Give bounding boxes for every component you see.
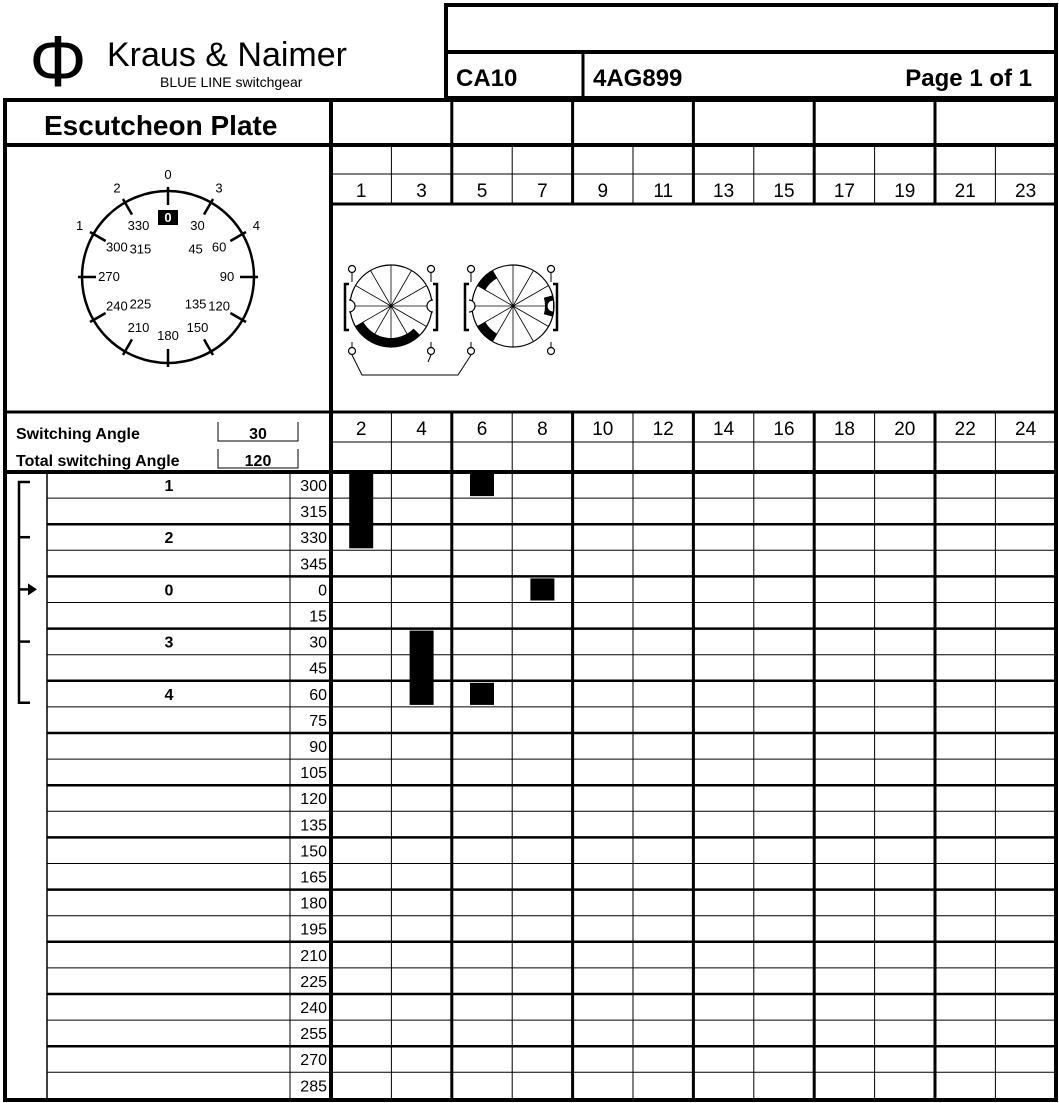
dial-angle-label: 60	[211, 239, 227, 255]
contact-schematic	[345, 265, 557, 375]
terminal-bottom-label: 18	[833, 419, 855, 440]
terminal-top-label: 3	[416, 181, 427, 202]
angle-label: 270	[300, 1052, 327, 1070]
angle-label: 300	[300, 478, 327, 495]
angle-label: 315	[300, 504, 327, 522]
dial-angle-label: 120	[208, 298, 230, 314]
total-angle-value: 120	[244, 453, 272, 470]
terminal-top-label: 17	[833, 181, 855, 202]
angle-label: 240	[300, 1000, 327, 1017]
escutcheon-dial	[76, 167, 260, 367]
angle-label: 120	[300, 791, 327, 809]
angle-label: 180	[300, 895, 327, 913]
dial-angle-label: 135	[184, 296, 207, 312]
position-label: 0	[164, 582, 174, 600]
terminal-top-label: 1	[355, 181, 367, 202]
terminal-top-label: 21	[954, 181, 976, 202]
angle-label: 330	[300, 530, 327, 548]
dial-angle-label: 315	[129, 241, 152, 257]
dial-angle-label: 240	[106, 298, 128, 314]
terminal-headers	[331, 100, 1056, 472]
angle-label: 210	[300, 947, 327, 965]
dial-angle-label: 150	[186, 320, 209, 336]
dial-zero-marker: 0	[164, 210, 172, 225]
model-number: CA10	[456, 65, 518, 92]
terminal-bottom-label: 24	[1015, 419, 1037, 440]
terminal-top-label: 19	[894, 181, 916, 202]
angle-label: 30	[309, 634, 327, 652]
range-bracket	[19, 482, 37, 703]
terminal-top-label: 9	[597, 181, 609, 202]
angle-label: 90	[309, 739, 327, 756]
terminal-bottom-label: 10	[592, 419, 614, 440]
terminal-top-label: 5	[476, 181, 488, 202]
cam-disc-icon	[472, 265, 554, 347]
dial-angle-label: 180	[157, 328, 179, 343]
switching-angle-label: Switching Angle	[16, 426, 140, 443]
dial-angle-label: 225	[129, 296, 152, 312]
closed-contact-bar	[530, 578, 554, 600]
position-label: 2	[164, 530, 174, 548]
dial-position-label: 3	[215, 180, 223, 196]
section-title: Escutcheon Plate	[44, 110, 278, 141]
terminal-top-label: 11	[653, 181, 674, 202]
angle-label: 15	[309, 608, 327, 626]
dial-position-label: 0	[164, 167, 172, 182]
logo	[29, 22, 347, 102]
angle-label: 135	[300, 817, 327, 835]
dial-angle-label: 270	[98, 269, 120, 284]
dial-angle-label: 330	[127, 217, 150, 233]
angle-label: 0	[318, 582, 327, 600]
angle-label: 45	[309, 660, 327, 678]
terminal-top-label: 23	[1015, 181, 1037, 202]
brand-tagline: BLUE LINE switchgear	[160, 74, 303, 90]
closed-contact-bar	[470, 474, 494, 496]
terminal-bottom-label: 8	[537, 419, 548, 440]
terminal-bottom-label: 20	[894, 419, 916, 440]
dial-angle-label: 90	[219, 269, 235, 284]
dial-position-label: 1	[76, 218, 84, 233]
terminal-bottom-label: 4	[416, 419, 427, 440]
angle-label: 105	[300, 765, 327, 783]
cam-disc-icon	[350, 265, 432, 347]
closed-contact-bar	[470, 683, 494, 705]
part-code: 4AG899	[593, 65, 683, 92]
home-arrow-icon	[28, 583, 37, 595]
brand-name: Kraus & Naimer	[107, 36, 347, 74]
dial-angle-label: 210	[127, 320, 150, 336]
angle-label: 345	[300, 556, 327, 574]
terminal-bottom-label: 12	[652, 419, 674, 440]
terminal-bottom-label: 16	[773, 419, 795, 440]
position-label: 3	[164, 634, 174, 652]
switching-angle-info	[16, 422, 298, 470]
angle-label: 150	[300, 843, 327, 861]
terminal-bottom-label: 2	[355, 419, 367, 440]
logo-glyph-icon: Φ	[29, 22, 87, 102]
dial-position-label: 2	[113, 180, 121, 196]
position-label: 1	[164, 478, 174, 495]
switching-angle-value: 30	[249, 426, 267, 443]
dial-angle-label: 300	[106, 239, 128, 255]
angle-label: 165	[300, 869, 327, 887]
dial-position-label: 4	[252, 218, 260, 233]
angle-label: 225	[300, 973, 327, 991]
angle-label: 285	[300, 1078, 327, 1096]
switching-table	[19, 472, 1056, 1100]
terminal-bottom-label: 14	[713, 419, 735, 440]
total-angle-label: Total switching Angle	[16, 453, 180, 470]
terminal-top-label: 15	[773, 181, 795, 202]
terminal-top-label: 13	[713, 181, 735, 202]
position-label: 4	[164, 686, 174, 704]
dial-angle-label: 45	[188, 241, 203, 257]
closed-contact-bar	[349, 474, 373, 548]
angle-label: 255	[300, 1026, 327, 1044]
angle-label: 60	[309, 686, 327, 704]
page-indicator: Page 1 of 1	[905, 65, 1032, 92]
angle-label: 195	[300, 921, 327, 939]
terminal-bottom-label: 6	[476, 419, 488, 440]
terminal-bottom-label: 22	[954, 419, 976, 440]
terminal-top-label: 7	[537, 181, 548, 202]
closed-contact-bar	[410, 631, 434, 705]
dial-angle-label: 30	[190, 217, 205, 233]
angle-label: 75	[309, 712, 327, 730]
